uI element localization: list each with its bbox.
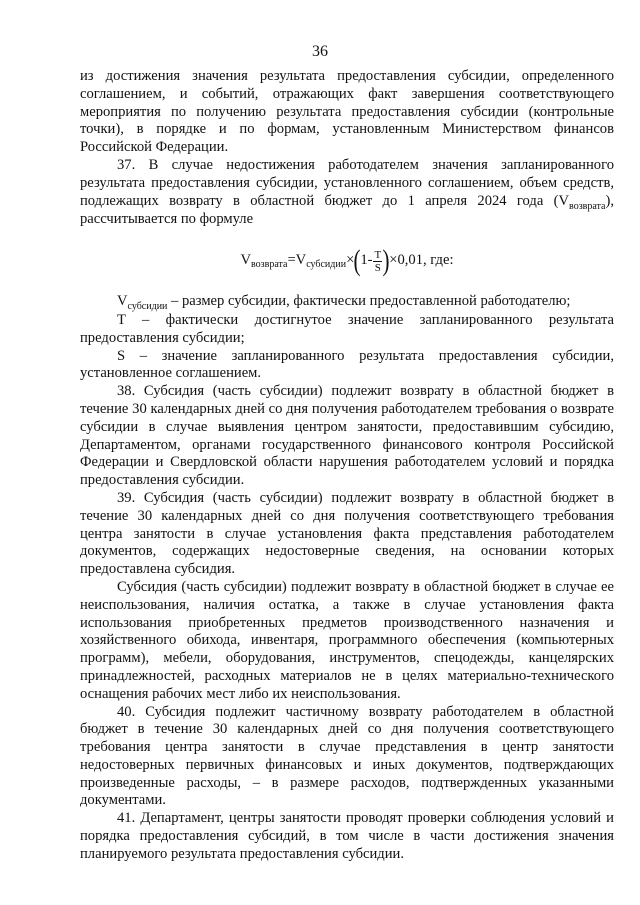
formula-times: × [346, 252, 355, 269]
formula-eq: =V [287, 252, 307, 269]
paragraph-37-subscript: возврата [569, 200, 606, 212]
formula-fraction [373, 249, 382, 274]
formula-numerator: T [374, 248, 382, 261]
paragraph-37-text: 37. В случае недостижения работодателем значения запланированного результата предоставления субсидии, установленного соглашением, объем средств, подлежащих возврату в областной бюджет до 1 апреля 2024 года (V [80, 156, 614, 209]
paragraph-40: 40. Субсидия подлежит частичному возврату работодателем в областной бюджет в течение 30 календарных дней со дня получения соответствующего требования центра занятости в случае представления в центр занятости недостоверных первичных финансовых и иных документов, подтверждающих произведенные расходы, – в размере расходов, подтвержденных указанными документами. [80, 703, 614, 809]
definition-v-symbol: V [117, 293, 128, 310]
paragraph-37 [80, 157, 614, 229]
paragraph-37-text-end: ), рассчитывается по формуле [80, 192, 614, 228]
paragraph-39: 39. Субсидия (часть субсидии) подлежит возврату в областной бюджет в течение 30 календарных дней со дня получения соответствующего требования центра занятости в случае установления факта представления работодателем документов, содержащих недостоверные сведения, на основании которых предоставлена субсидия. [80, 489, 614, 578]
definition-s: S – значение запланированного результата предоставления субсидии, установленное соглашением. [80, 347, 614, 382]
document-body [80, 68, 614, 864]
formula-close-paren: ) [382, 244, 390, 278]
formula-lhs-subscript: возврата [251, 259, 288, 271]
formula-rhs-subscript: субсидии [306, 259, 347, 271]
definition-t: T – фактически достигнутое значение запланированного результата предоставления субсидии; [80, 311, 614, 346]
paragraph-38: 38. Субсидия (часть субсидии) подлежит возврату в областной бюджет в течение 30 календарных дней со дня получения работодателем требования о возврате субсидии в случае выявления центром занятости, предоставившим субсидию, Департаментом, органами государственного финансового контроля Российской Федерации и Свердловской области нарушения работодателем условий и порядка предоставления субсидии. [80, 383, 614, 489]
paragraph-continuation: из достижения значения результата предоставления субсидии, определенного соглашением, и событий, отражающих факт завершения соответствующего мероприятия по получению результата предоставления субсидии (контрольные точки), в порядке и по формам, установленным Министерством финансов Российской Федерации. [80, 68, 614, 156]
formula-tail: ×0,01, где: [389, 252, 454, 269]
definition-v [80, 293, 614, 312]
formula-denominator: S [374, 261, 381, 274]
formula-lhs: V [240, 252, 252, 269]
page-number: 36 [312, 43, 328, 60]
formula-open-paren: ( [353, 244, 361, 278]
formula-one-minus: 1- [360, 252, 373, 269]
definition-v-text: – размер субсидии, фактически предоставленной работодателю; [167, 293, 571, 310]
paragraph-39-second: Субсидия (часть субсидии) подлежит возврату в областной бюджет в случае ее неиспользования, наличия остатка, а также в случае установления факта использования приобретенных предметов производственного назначения и хозяйственного обихода, инвентаря, программного обеспечения (компьютерных программ), мебели, оборудования, инструментов, спецодежды, канцелярских принадлежностей, расходных материалов не в целях материально-технического оснащения рабочих мест либо их неиспользования. [80, 578, 614, 702]
definition-v-subscript: субсидии [127, 301, 168, 313]
refund-formula [80, 233, 614, 289]
paragraph-41: 41. Департамент, центры занятости проводят проверки соблюдения условий и порядка предоставления субсидий, в том числе в части достижения значения планируемого результата предоставления субсидии. [80, 810, 614, 862]
